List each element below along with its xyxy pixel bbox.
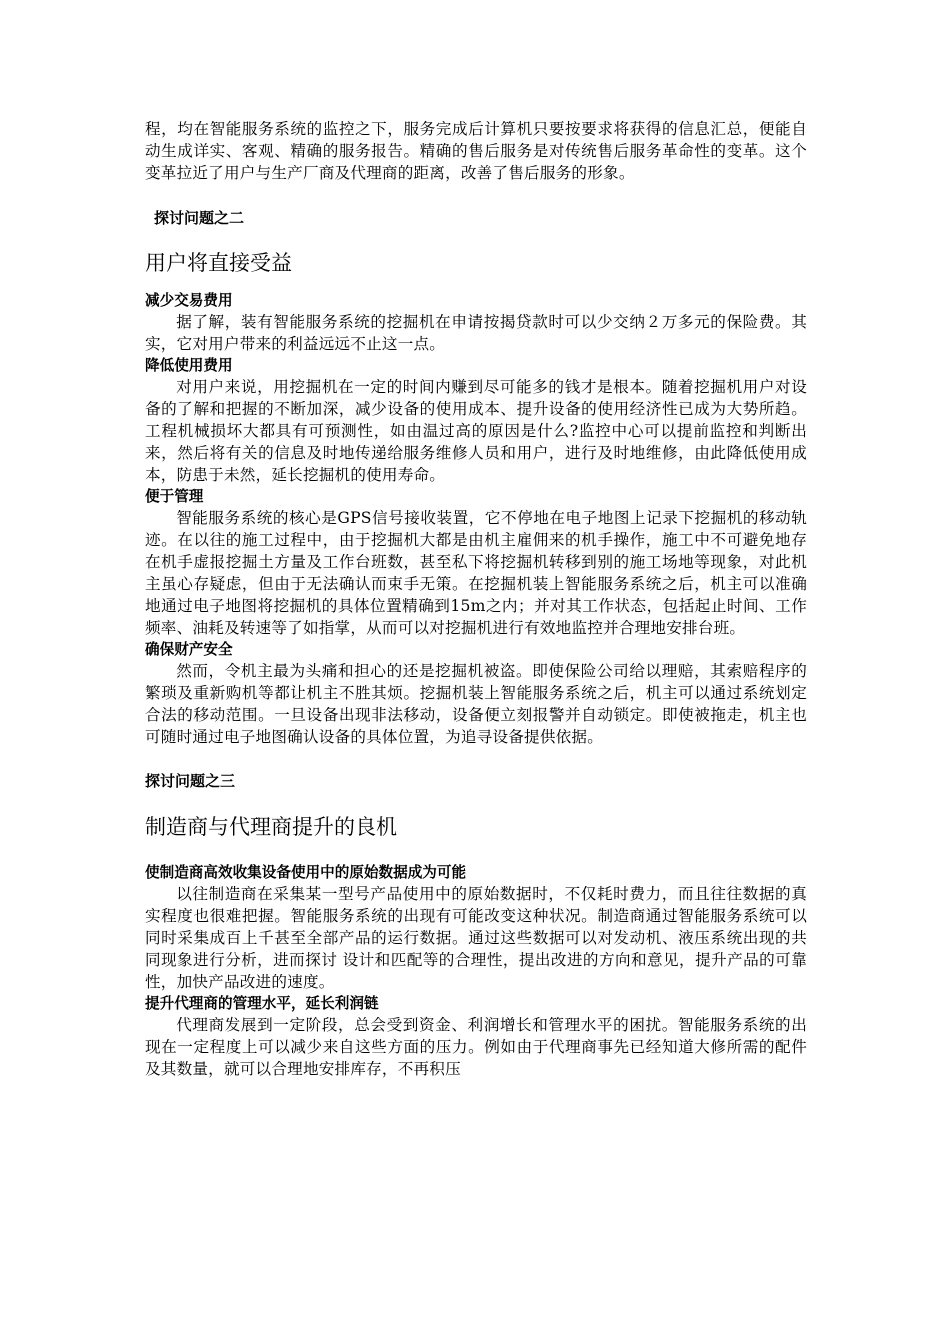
document-page: [145, 118, 807, 1080]
section3-item: [145, 993, 807, 1080]
subsection-heading: 使制造商高效收集设备使用中的原始数据成为可能: [145, 864, 467, 881]
subsection-body: 对用户来说，用挖掘机在一定的时间内赚到尽可能多的钱才是根本。随着挖掘机用户对设备的了解和把握的不断加深，减少设备的使用成本、提升设备的使用经济性已成为大势所趋。工程机械损坏大都具有可预测性，如由温过高的原因是什么?监控中心可以提前监控和判断出来，然后将有关的信息及时地传递给服务维修人员和用户，进行及时地维修，由此降低使用成本，防患于未然，延长挖掘机的使用寿命。: [145, 378, 807, 484]
section2-label: 探讨问题之二: [154, 209, 245, 227]
section2-item: [145, 486, 807, 639]
section2-item: [145, 290, 807, 355]
section2-item: [145, 639, 807, 748]
subsection-heading: 确保财产安全: [145, 641, 233, 658]
subsection-heading: 减少交易费用: [145, 292, 233, 309]
subsection-body: 智能服务系统的核心是GPS信号接收装置，它不停地在电子地图上记录下挖掘机的移动轨迹。在以往的施工过程中，由于挖掘机大都是由机主雇佣来的机手操作，施工中不可避免地存在机手虚报挖掘土方量及工作台班数，甚至私下将挖掘机转移到别的施工场地等现象，对此机主虽心存疑虑，但由于无法确认而束手无策。在挖掘机装上智能服务系统之后，机主可以准确地通过电子地图将挖掘机的具体位置精确到15m之内；并对其工作状态，包括起止时间、工作频率、油耗及转速等了如指掌，从而可以对挖掘机进行有效地监控并合理地安排台班。: [145, 509, 807, 637]
section3-label: 探讨问题之三: [145, 772, 236, 790]
subsection-heading: 便于管理: [145, 488, 204, 505]
subsection-heading: 降低使用费用: [145, 357, 233, 374]
section3-item: [145, 862, 807, 993]
intro-paragraph: 程，均在智能服务系统的监控之下，服务完成后计算机只要按要求将获得的信息汇总，便能自动生成详实、客观、精确的服务报告。精确的售后服务是对传统售后服务革命性的变革。这个变革拉近了用户与生产厂商及代理商的距离，改善了售后服务的形象。: [145, 120, 807, 182]
subsection-body: 代理商发展到一定阶段，总会受到资金、利润增长和管理水平的困扰。智能服务系统的出现在一定程度上可以减少来自这些方面的压力。例如由于代理商事先已经知道大修所需的配件及其数量，就可以合理地安排库存，不再积压: [145, 1016, 807, 1078]
subsection-body: 以往制造商在采集某一型号产品使用中的原始数据时，不仅耗时费力，而且往往数据的真实程度也很难把握。智能服务系统的出现有可能改变这种状况。制造商通过智能服务系统可以同时采集成百上千甚至全部产品的运行数据。通过这些数据可以对发动机、液压系统出现的共同现象进行分析，进而探讨 设计和匹配等的合理性，提出改进的方向和意见，提升产品的可靠性，加快产品改进的速度。: [145, 885, 807, 991]
subsection-body: 据了解，装有智能服务系统的挖掘机在申请按揭贷款时可以少交纳２万多元的保险费。其实，它对用户带来的利益远远不止这一点。: [145, 313, 807, 353]
subsection-body: 然而，令机主最为头痛和担心的还是挖掘机被盗。即使保险公司给以理赔，其索赔程序的繁琐及重新购机等都让机主不胜其烦。挖掘机装上智能服务系统之后，机主可以通过系统划定合法的移动范围。一旦设备出现非法移动，设备便立刻报警并自动锁定。即使被拖走，机主也可随时通过电子地图确认设备的具体位置，为追寻设备提供依据。: [145, 662, 807, 746]
section2-title: 用户将直接受益: [145, 251, 292, 275]
section3-title: 制造商与代理商提升的良机: [145, 815, 397, 839]
subsection-heading: 提升代理商的管理水平，延长利润链: [145, 995, 379, 1012]
section2-item: [145, 355, 807, 486]
